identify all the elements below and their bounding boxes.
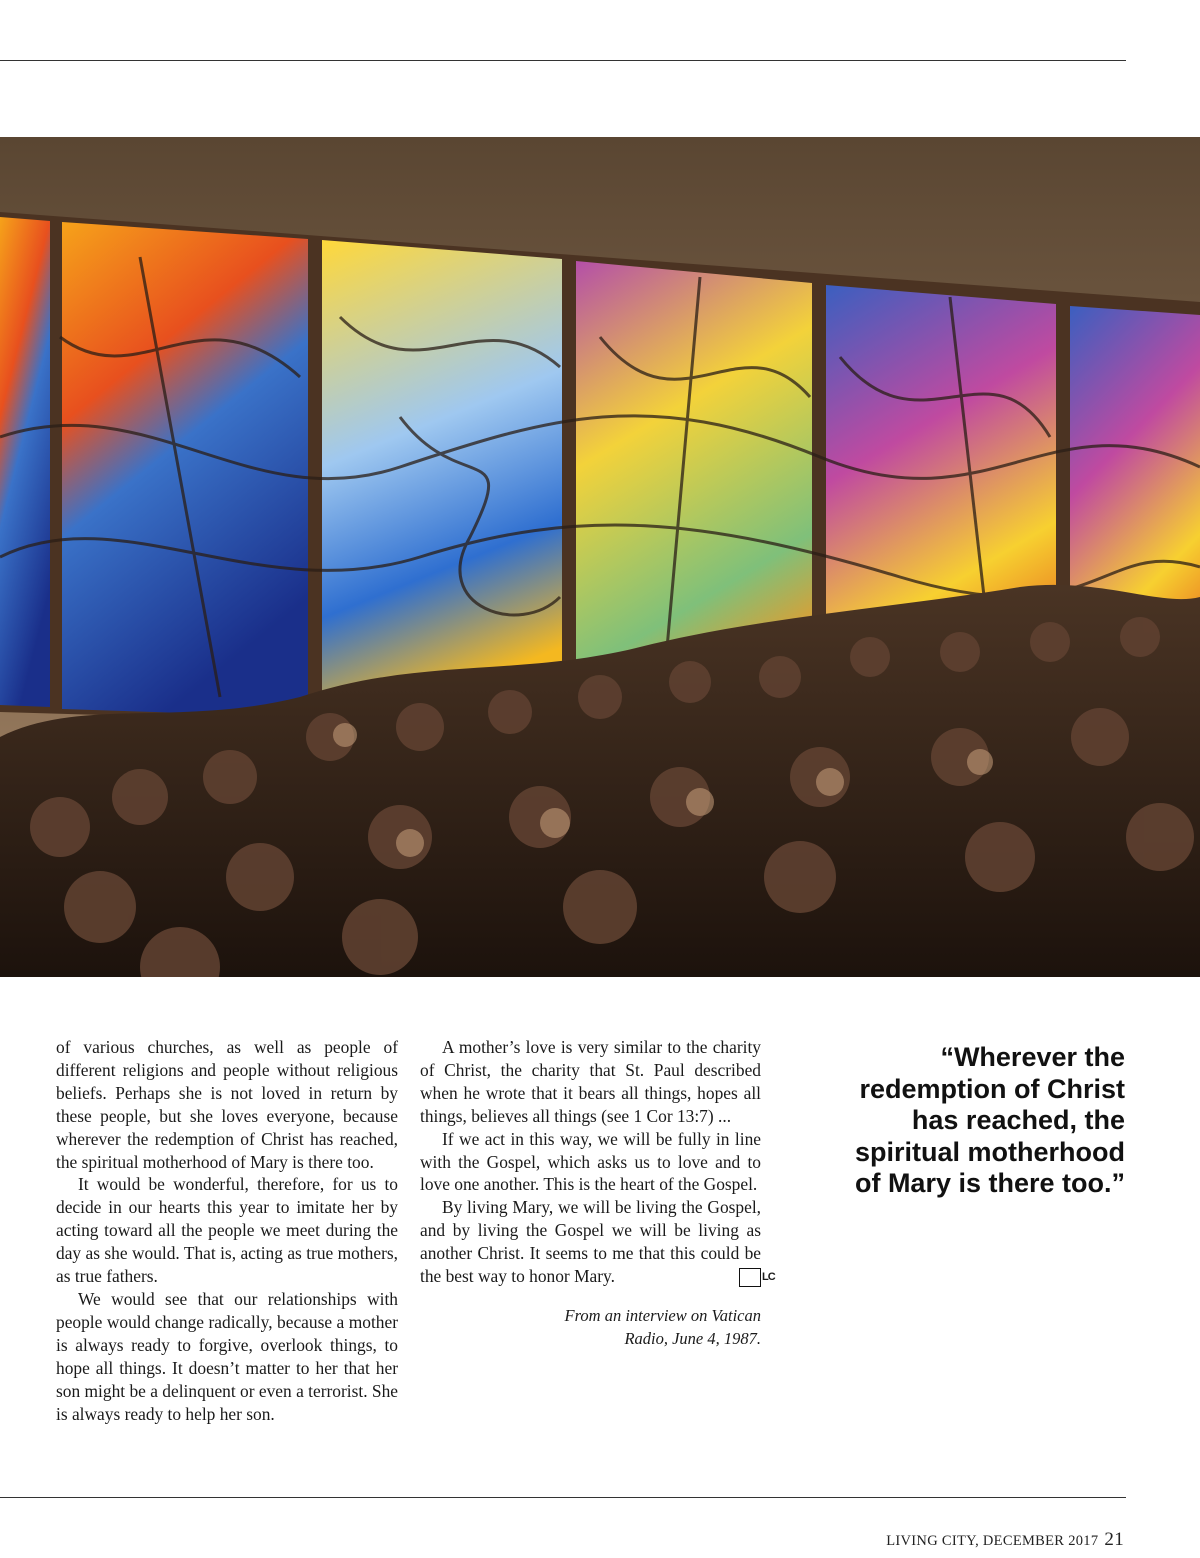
page-number: 21 (1104, 1529, 1124, 1550)
pull-quote-line: has reached, the (911, 1105, 1125, 1135)
source-line: Radio, June 4, 1987. (624, 1328, 761, 1348)
paragraph: We would see that our relationships with people would change radically, because a mother is always ready to forgive, overlook things, to hope all things. It doesn’t matter to her that her son might be a delinquent or even a terrorist. She is always ready to help her son. (56, 1288, 398, 1424)
stained-glass-assembly-photo (0, 137, 1200, 977)
publication-name: LIVING CITY, DECEMBER 2017 (886, 1533, 1099, 1549)
page-footer (886, 1529, 1124, 1551)
paragraph: If we act in this way, we will be fully in line with the Gospel, which asks us to love and to love one another. This is the heart of the Gospel. (420, 1128, 761, 1195)
paragraph: A mother’s love is very similar to the charity of Christ, the charity that St. Paul described when he wrote that it bears all things, hopes all things, believes all things (see 1 Cor 13:7) ... (420, 1037, 761, 1126)
end-mark-logo: LC (739, 1268, 761, 1287)
article-column-2 (420, 1036, 775, 1350)
top-rule (0, 60, 1126, 61)
paragraph: It would be wonderful, therefore, for us to decide in our hearts this year to imitate her by acting toward all the people we meet during the day as she would. That is, acting as true mothers, as true fathers. (56, 1174, 398, 1287)
paragraph (420, 1196, 775, 1288)
pull-quote-line: redemption of Christ (859, 1073, 1125, 1104)
pull-quote-line: “Wherever the (940, 1042, 1125, 1072)
source-credit (420, 1304, 761, 1350)
paragraph-text: By living Mary, we will be living the Gospel, and by living the Gospel we will be living as another Christ. It seems to me that this could be the best way to honor Mary. (420, 1197, 761, 1287)
pull-quote-line: of Mary is there too.” (854, 1168, 1125, 1198)
bottom-rule (0, 1497, 1126, 1498)
paragraph: of various churches, as well as people of different religions and people without religious beliefs. Perhaps she is not loved in return by these people, but she loves everyone, because wherever the redemption of Christ has reached, the spiritual motherhood of Mary is there too. (56, 1037, 398, 1172)
pull-quote-line: spiritual motherhood (855, 1136, 1125, 1167)
source-line: From an interview on Vatican (564, 1305, 761, 1325)
pull-quote (812, 1042, 1125, 1200)
article-column-1 (56, 1036, 398, 1425)
